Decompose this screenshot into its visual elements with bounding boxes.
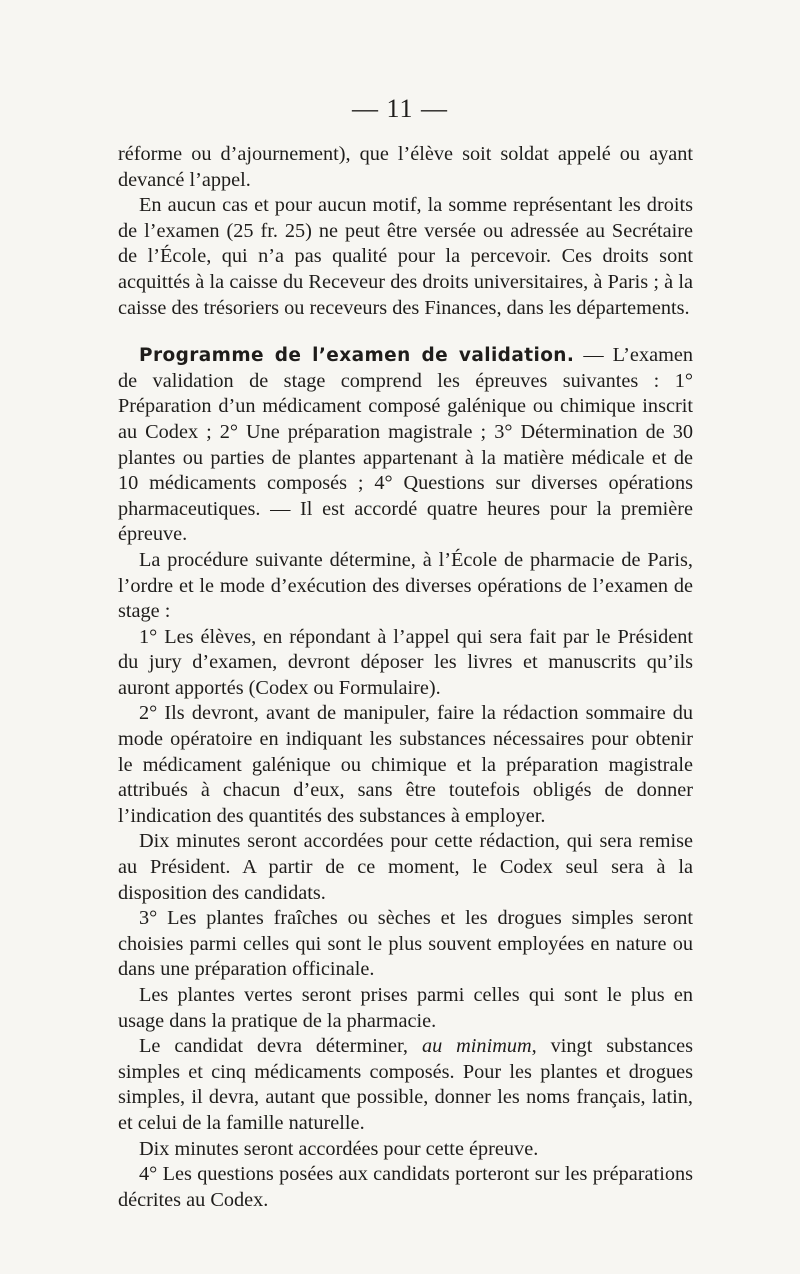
paragraph: 4° Les questions posées aux candidats porteront sur les préparations décrites au Codex. [118, 1163, 693, 1211]
paragraph: La procédure suivante détermine, à l’École de pharmacie de Paris, l’ordre et le mode d’exécution des diverses opérations de l’examen de stage : [118, 548, 693, 623]
paragraph-text: Le candidat devra déterminer, [139, 1035, 422, 1058]
paragraph [118, 1034, 693, 1136]
paragraph-text: , vingt substances simples et cinq médicaments composés. Pour les plantes et drogues simples, il devra, autant que possible, donner les noms français, latin, et celui de la famille naturelle. [118, 1035, 693, 1134]
paragraph: Dix minutes seront accordées pour cette épreuve. [139, 1137, 539, 1160]
paragraph: réforme ou d’ajournement), que l’élève soit soldat appelé ou ayant devancé l’appel. [118, 143, 693, 191]
body-text [118, 142, 693, 1213]
section-heading: Programme de l’examen de validation. [139, 345, 575, 367]
paragraph: En aucun cas et pour aucun motif, la somme représentant les droits de l’examen (25 fr. 25) ne peut être versée ou adressée au Secrétaire de l’École, qui n’a pas qualité pour la percevoir. Ces droits sont acquittés à la caisse du Receveur des droits universitaires, à Paris ; à la caisse des trésoriers ou receveurs des Finances, dans les départements. [118, 194, 693, 319]
paragraph: 2° Ils devront, avant de manipuler, faire la rédaction sommaire du mode opératoire en indiquant les substances nécessaires pour obtenir le médicament galénique ou chimique et la préparation magistrale attribués à chacun d’eux, sans être toutefois obligés de donner l’indication des quantités des substances à employer. [118, 702, 693, 827]
page-number: — 11 — [351, 94, 449, 123]
paragraph: 3° Les plantes fraîches ou sèches et les drogues simples seront choisies parmi celles qui sont le plus souvent employées en nature ou dans une préparation officinale. [118, 907, 693, 981]
paragraph: Dix minutes seront accordées pour cette rédaction, qui sera remise au Président. A partir de ce moment, le Codex seul sera à la disposition des candidats. [118, 830, 693, 904]
paragraph: 1° Les élèves, en répondant à l’appel qui sera fait par le Président du jury d’examen, devront déposer les livres et manuscrits qu’ils auront apportés (Codex ou Formulaire). [118, 625, 693, 699]
section-paragraph [118, 343, 693, 548]
paragraph: Les plantes vertes seront prises parmi celles qui sont le plus en usage dans la pratique de la pharmacie. [118, 984, 693, 1032]
paragraph-text: — L’examen de validation de stage comprend les épreuves suivantes : 1° Préparation d’un médicament composé galénique ou chimique inscrit au Codex ; 2° Une préparation magistrale ; 3° Détermination de 30 plantes ou parties de plantes appartenant à la matière médicale et de 10 médicaments composés ; 4° Questions sur diverses opérations pharmaceutiques. — Il est accordé quatre heures pour la première épreuve. [118, 344, 693, 546]
italic-phrase: au minimum [421, 1035, 532, 1058]
